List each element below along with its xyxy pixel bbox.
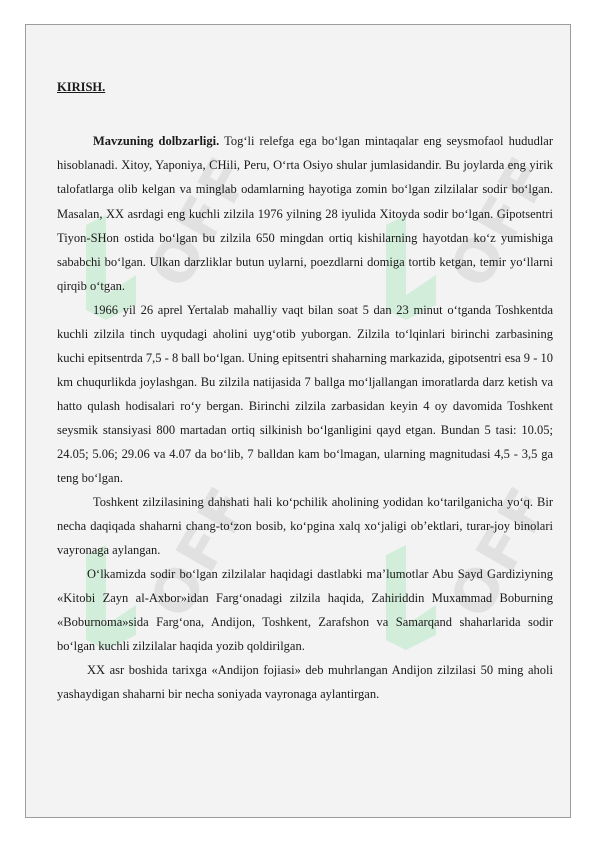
- paragraph-text: XX asr boshida tarixga «Andijon fojiasi» deb muhrlangan Andijon zilzilasi 50 ming aholi yashaydigan shaharni bir necha soniyada vayronaga aylantirgan.: [57, 663, 553, 702]
- paragraph: [57, 562, 553, 658]
- paragraph-text: O‘lkamizda sodir bo‘lgan zilzilalar haqidagi dastlabki ma’lumotlar Abu Sayd Gardiziyning «Kitobi Zayn al-Axbor»idan Farg‘onadagi zilzila haqida, Zahiriddin Muxammad Boburning «Boburnoma»sida Farg‘ona, Andijon, Toshkent, Zarafshon va Samarqand shaharlarida sodir bo‘lgan kuchli zilzilalar haqida yozib qoldirilgan.: [57, 567, 553, 654]
- section-heading: KIRISH.: [57, 80, 106, 94]
- paragraph: [57, 658, 553, 706]
- paragraph: [57, 129, 553, 298]
- paragraph-lead: Mavzuning dolbzarligi.: [93, 134, 220, 148]
- paragraph-text: Toshkent zilzilasining dahshati hali ko‘pchilik aholining yodidan ko‘tarilganicha yo‘q. Bir necha daqiqada shaharni chang-to‘zon bosib, ko‘pgina xalq xo‘jaligi ob’ektlari, turar-joy binolari vayronaga aylangan.: [57, 495, 553, 558]
- watermark-text: OFF: [136, 473, 266, 629]
- watermark-text: OFF: [436, 473, 566, 629]
- watermark-text: OFF: [436, 143, 566, 299]
- paragraph: [57, 490, 553, 562]
- watermark-text: OFF: [136, 143, 266, 299]
- paragraph-text: Tog‘li relefga ega bo‘lgan mintaqalar eng seysmofaol hududlar hisoblanadi. Xitoy, Yaponiya, CHili, Peru, O‘rta Osiyo shular jumlasidandir. Bu joylarda eng yirik talofatlarga olib kelgan va minglab odamlarning hayotiga zomin bo‘lgan zilzilalar sodir bo‘lgan. Masalan, XX asrdagi eng kuchli zilzila 1976 yilning 28 iyulida Xitoyda sodir bo‘lgan. Gipotsentri Tiyon-SHon ostida bo‘lgan bu zilzila 650 mingdan ortiq kishilarning hayotdan ko‘z yumishiga sababchi bo‘lgan. Ulkan darzliklar butun uylarni, poezdlarni domiga tortib ketgan, temir yo‘llarni qirqib o‘tgan.: [57, 134, 553, 294]
- document-page: [25, 24, 571, 818]
- document-body: [57, 77, 553, 706]
- paragraph-text: 1966 yil 26 aprel Yertalab mahalliy vaqt bilan soat 5 dan 23 minut o‘tganda Toshkentda kuchli zilzila tinch uyqudagi aholini uyg‘otib yuborgan. Zilzila to‘lqinlari birinchi zarbasining kuchi epitsentrda 7,5 - 8 ball bo‘lgan. Uning epitsentri shaharning markazida, gipotsentri esa 9 - 10 km chuqurlikda joylashgan. Bu zilzila natijasida 7 ballga mo‘ljallangan imoratlarda darz ketish va hatto qulash hodisalari ro‘y bergan. Birinchi zilzila zarbasidan keyin 4 oy davomida Toshkent seysmik stansiyasi 800 martadan ortiq silkinish bo‘lganligini qayd etgan. Bundan 5 tasi: 10.05; 24.05; 5.06; 29.06 va 4.07 da bo‘lib, 7 balldan kam bo‘lmagan, ularning magnitudasi 4,5 - 3,5 ga teng bo‘lgan.: [57, 303, 553, 486]
- paragraph: [57, 298, 553, 490]
